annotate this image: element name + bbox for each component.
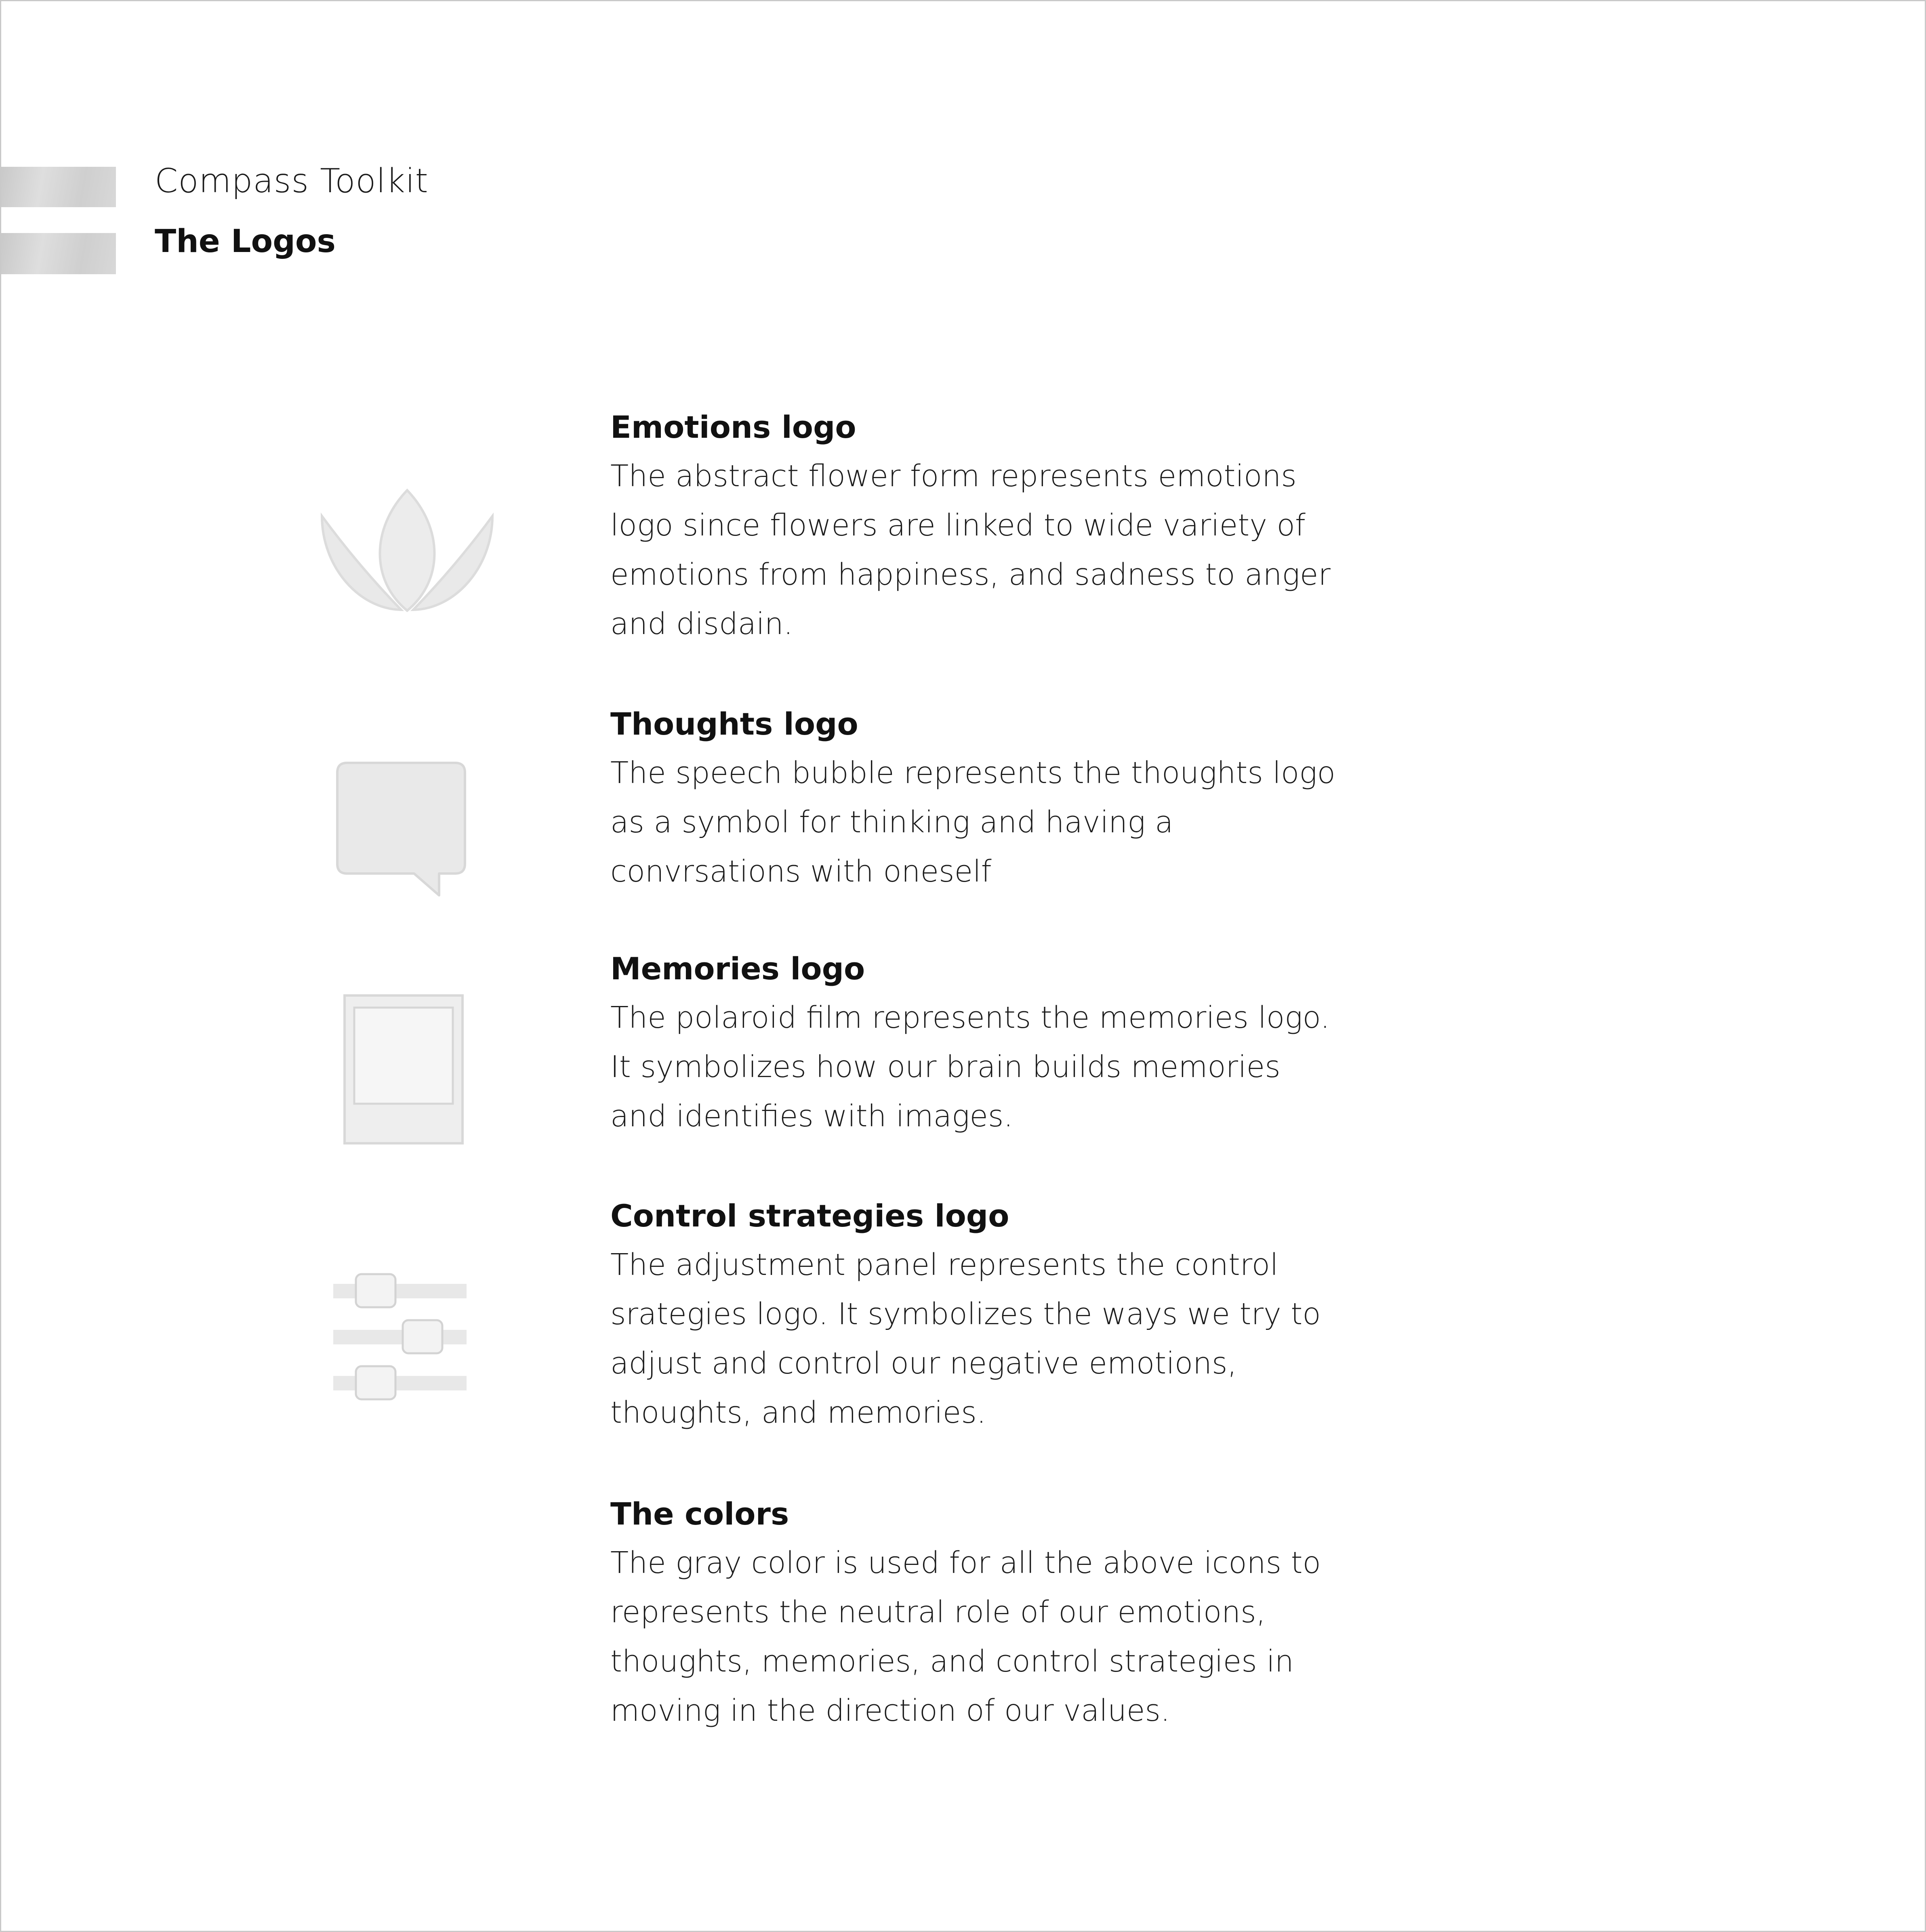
header-tab-decoration — [1, 167, 116, 207]
item-body: The polaroid film represents the memories logo. It symbolizes how our brain builds memories and identifies with images. — [610, 1000, 1330, 1134]
section-title: The Logos — [155, 223, 336, 260]
item-heading: Thoughts logo — [610, 706, 858, 742]
item-heading: Emotions logo — [610, 409, 856, 445]
item-body: The adjustment panel represents the control srategies logo. It symbolizes the ways we try to adjust and control our negative emotions, thoughts, and memories. — [610, 1247, 1321, 1430]
speech-bubble-icon — [335, 760, 472, 898]
polaroid-icon — [343, 994, 464, 1145]
item-body: The speech bubble represents the thoughts logo as a symbol for thinking and having a convrsations with oneself — [610, 756, 1335, 889]
toolkit-name: Compass Toolkit — [155, 162, 429, 200]
item-heading: Control strategies logo — [610, 1198, 1009, 1234]
sliders-icon — [332, 1273, 469, 1402]
item-heading: The colors — [610, 1496, 789, 1532]
header-tab-decoration — [1, 233, 116, 274]
flower-icon — [316, 488, 498, 617]
item-body: The abstract flower form represents emotions logo since flowers are linked to wide variety of emotions from happiness, and sadness to anger and disdain. — [610, 459, 1331, 641]
item-heading: Memories logo — [610, 951, 865, 987]
item-body: The gray color is used for all the above icons to represents the neutral role of our emotions, thoughts, memories, and control strategies in moving in the direction of our values. — [610, 1546, 1321, 1728]
